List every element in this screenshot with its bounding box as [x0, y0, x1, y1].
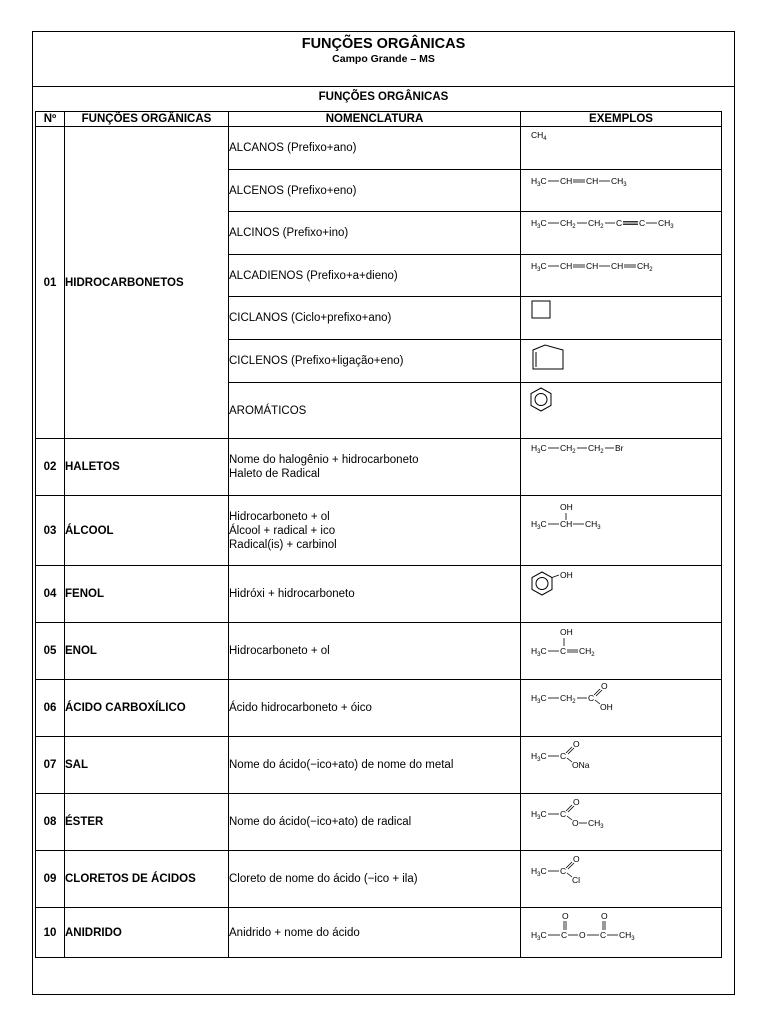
svg-text:CH2: $CH_2$ — [560, 218, 576, 230]
benzene-icon — [521, 383, 722, 438]
table-row — [36, 623, 722, 680]
nomenclature-ciclanos: CICLANOS (Ciclo+prefixo+ano) — [229, 297, 521, 340]
table-row — [36, 496, 722, 566]
svg-text:H3C: $H_3C$ — [531, 751, 547, 763]
example-enol — [521, 623, 722, 680]
svg-text:C: C — [560, 751, 567, 761]
nomenclature-sal — [229, 737, 521, 794]
svg-text:CH2: $CH_2$ — [579, 646, 595, 658]
svg-text:CH3: $CH_3$ — [588, 818, 604, 830]
nomenclature-line: Anidrido + nome do ácido — [229, 926, 360, 939]
formula-pentadiene — [521, 255, 722, 296]
svg-text:C: C — [561, 930, 568, 940]
table-row — [36, 127, 722, 170]
row-number: 06 — [36, 680, 65, 737]
example-ciclanos — [521, 297, 722, 340]
svg-text:C: C — [600, 930, 607, 940]
svg-text:CH: CH — [586, 176, 599, 186]
function-name: ÉSTER — [65, 794, 229, 851]
nomenclature-haletos — [229, 439, 521, 496]
nomenclature-anidrido — [229, 908, 521, 958]
function-name: HALETOS — [65, 439, 229, 496]
table-header-row — [36, 112, 722, 127]
col-header-funcao: FUNÇÕES ORGÂNICAS — [65, 112, 229, 127]
svg-text:CH: CH — [611, 261, 624, 271]
svg-text:OH: OH — [560, 627, 573, 637]
svg-text:CH2: $CH_2$ — [560, 443, 576, 455]
svg-text:CH3: $CH_3$ — [611, 176, 627, 188]
formula-methyl-acetate — [521, 794, 722, 850]
svg-text:H3C: $H_3C$ — [531, 646, 547, 658]
nomenclature-line: Nome do ácido(−ico+ato) de radical — [229, 816, 412, 828]
table-row — [36, 794, 722, 851]
function-name: CLORETOS DE ÁCIDOS — [65, 851, 229, 908]
svg-text:O: O — [579, 930, 586, 940]
document-subtitle: Campo Grande – MS — [332, 53, 435, 65]
example-ciclenos — [521, 340, 722, 383]
svg-text:O: O — [572, 818, 579, 828]
cyclobutane-icon — [521, 297, 722, 339]
svg-text:CH2: $CH_2$ — [588, 218, 604, 230]
svg-text:CH3: $CH_3$ — [658, 218, 674, 230]
formula-hexyne — [521, 212, 722, 254]
row-number: 10 — [36, 908, 65, 958]
nomenclature-line: Cloreto de nome do ácido (−ico + ila) — [229, 873, 418, 885]
nomenclature-ester — [229, 794, 521, 851]
svg-text:CH3: $CH_3$ — [585, 519, 601, 531]
svg-text:C: C — [639, 218, 646, 228]
svg-text:H3C: $H_3C$ — [531, 176, 547, 188]
svg-text:CH4: $CH_4$ — [531, 130, 547, 142]
svg-text:CH: CH — [586, 261, 599, 271]
svg-text:Cl: Cl — [572, 875, 581, 885]
nomenclature-alcanos: ALCANOS (Prefixo+ano) — [229, 127, 521, 170]
row-number: 08 — [36, 794, 65, 851]
nomenclature-acido — [229, 680, 521, 737]
svg-text:CH: CH — [560, 176, 573, 186]
nomenclature-line: Ácido hidrocarboneto + óico — [229, 702, 372, 714]
svg-text:CH: CH — [560, 261, 573, 271]
svg-text:H3C: $H_3C$ — [531, 693, 547, 705]
nomenclature-line: Hidrocarboneto + ol — [229, 645, 330, 657]
nomenclature-line: Álcool + radical + ico — [229, 524, 336, 537]
svg-text:C: C — [616, 218, 623, 228]
formula-propenol — [521, 623, 722, 679]
col-header-nomenclatura: NOMENCLATURA — [229, 112, 521, 127]
example-anidrido — [521, 908, 722, 958]
functions-table — [35, 111, 722, 958]
example-sal — [521, 737, 722, 794]
svg-text:O: O — [601, 681, 608, 691]
svg-text:C: C — [588, 693, 595, 703]
table-row — [36, 908, 722, 958]
nomenclature-line: Hidróxi + hidrocarboneto — [229, 588, 355, 600]
nomenclature-alcenos: ALCENOS (Prefixo+eno) — [229, 170, 521, 212]
example-cloretos — [521, 851, 722, 908]
svg-text:CH3: $CH_3$ — [619, 930, 635, 942]
svg-text:O: O — [573, 739, 580, 749]
table-row — [36, 439, 722, 496]
nomenclature-ciclenos: CICLENOS (Prefixo+ligação+eno) — [229, 340, 521, 383]
svg-text:CH2: $CH_2$ — [637, 261, 653, 273]
example-haletos — [521, 439, 722, 496]
nomenclature-enol — [229, 623, 521, 680]
svg-text:O: O — [573, 797, 580, 807]
nomenclature-line: Haleto de Radical — [229, 468, 320, 480]
svg-text:Br: Br — [615, 443, 624, 453]
nomenclature-cloretos — [229, 851, 521, 908]
svg-text:CH2: $CH_2$ — [588, 443, 604, 455]
row-number: 03 — [36, 496, 65, 566]
row-number: 02 — [36, 439, 65, 496]
svg-text:H3C: $H_3C$ — [531, 519, 547, 531]
function-name: SAL — [65, 737, 229, 794]
function-name: ÁLCOOL — [65, 496, 229, 566]
svg-text:H3C: $H_3C$ — [531, 809, 547, 821]
svg-text:H3C: $H_3C$ — [531, 443, 547, 455]
function-name: ENOL — [65, 623, 229, 680]
svg-text:H3C: $H_3C$ — [531, 218, 547, 230]
table-row — [36, 566, 722, 623]
row-number: 07 — [36, 737, 65, 794]
svg-text:OH: OH — [560, 502, 573, 512]
formula-sodium-acetate — [521, 737, 722, 793]
row-number: 04 — [36, 566, 65, 623]
formula-acetyl-chloride — [521, 851, 722, 907]
nomenclature-alcadienos: ALCADIENOS (Prefixo+a+dieno) — [229, 255, 521, 297]
formula-bromopropane — [521, 439, 722, 495]
svg-text:C: C — [560, 646, 567, 656]
example-alcanos — [521, 127, 722, 170]
cyclopentene-icon — [521, 340, 722, 382]
row-number: 05 — [36, 623, 65, 680]
formula-propanoic-acid — [521, 680, 722, 736]
row-number: 01 — [36, 127, 65, 439]
nomenclature-line: Hidrocarboneto + ol — [229, 510, 330, 523]
nomenclature-line: Nome do halogênio + hidrocarboneto — [229, 454, 419, 466]
formula-propanol — [521, 496, 722, 565]
svg-text:OH: OH — [600, 702, 613, 712]
table-row — [36, 851, 722, 908]
example-alcenos — [521, 170, 722, 212]
svg-text:CH2: $CH_2$ — [560, 693, 576, 705]
svg-text:H3C: $H_3C$ — [531, 930, 547, 942]
example-acido — [521, 680, 722, 737]
nomenclature-line: Radical(is) + carbinol — [229, 538, 337, 551]
svg-text:H3C: $H_3C$ — [531, 866, 547, 878]
nomenclature-aromaticos: AROMÁTICOS — [229, 383, 521, 439]
row-number: 09 — [36, 851, 65, 908]
svg-text:CH: CH — [560, 519, 573, 529]
formula-butene — [521, 170, 722, 211]
document-title: FUNÇÕES ORGÂNICAS — [301, 36, 466, 52]
svg-text:H3C: $H_3C$ — [531, 261, 547, 273]
function-name: ANIDRIDO — [65, 908, 229, 958]
phenol-icon — [521, 566, 722, 622]
example-alcool — [521, 496, 722, 566]
example-fenol — [521, 566, 722, 623]
document-header — [33, 32, 734, 87]
table-row — [36, 737, 722, 794]
svg-text:O: O — [601, 911, 608, 921]
nomenclature-alcinos: ALCINOS (Prefixo+ino) — [229, 212, 521, 255]
svg-text:ONa: ONa — [572, 760, 590, 770]
section-title: FUNÇÕES ORGÂNICAS — [318, 91, 449, 103]
col-header-exemplos: EXEMPLOS — [521, 112, 722, 127]
svg-text:O: O — [562, 911, 569, 921]
example-aromaticos — [521, 383, 722, 439]
formula-acetic-anhydride — [521, 908, 722, 957]
document-frame — [32, 31, 735, 995]
formula-methane — [521, 127, 722, 169]
svg-text:O: O — [573, 854, 580, 864]
svg-text:OH: OH — [560, 570, 573, 580]
col-header-num: Nº — [36, 112, 65, 127]
example-alcadienos — [521, 255, 722, 297]
svg-text:C: C — [560, 866, 567, 876]
function-name: FENOL — [65, 566, 229, 623]
nomenclature-line: Nome do ácido(−ico+ato) de nome do metal — [229, 759, 454, 771]
svg-text:C: C — [560, 809, 567, 819]
nomenclature-fenol — [229, 566, 521, 623]
table-row — [36, 680, 722, 737]
nomenclature-alcool — [229, 496, 521, 566]
example-ester — [521, 794, 722, 851]
example-alcinos — [521, 212, 722, 255]
function-name: HIDROCARBONETOS — [65, 127, 229, 439]
function-name: ÁCIDO CARBOXÍLICO — [65, 680, 229, 737]
